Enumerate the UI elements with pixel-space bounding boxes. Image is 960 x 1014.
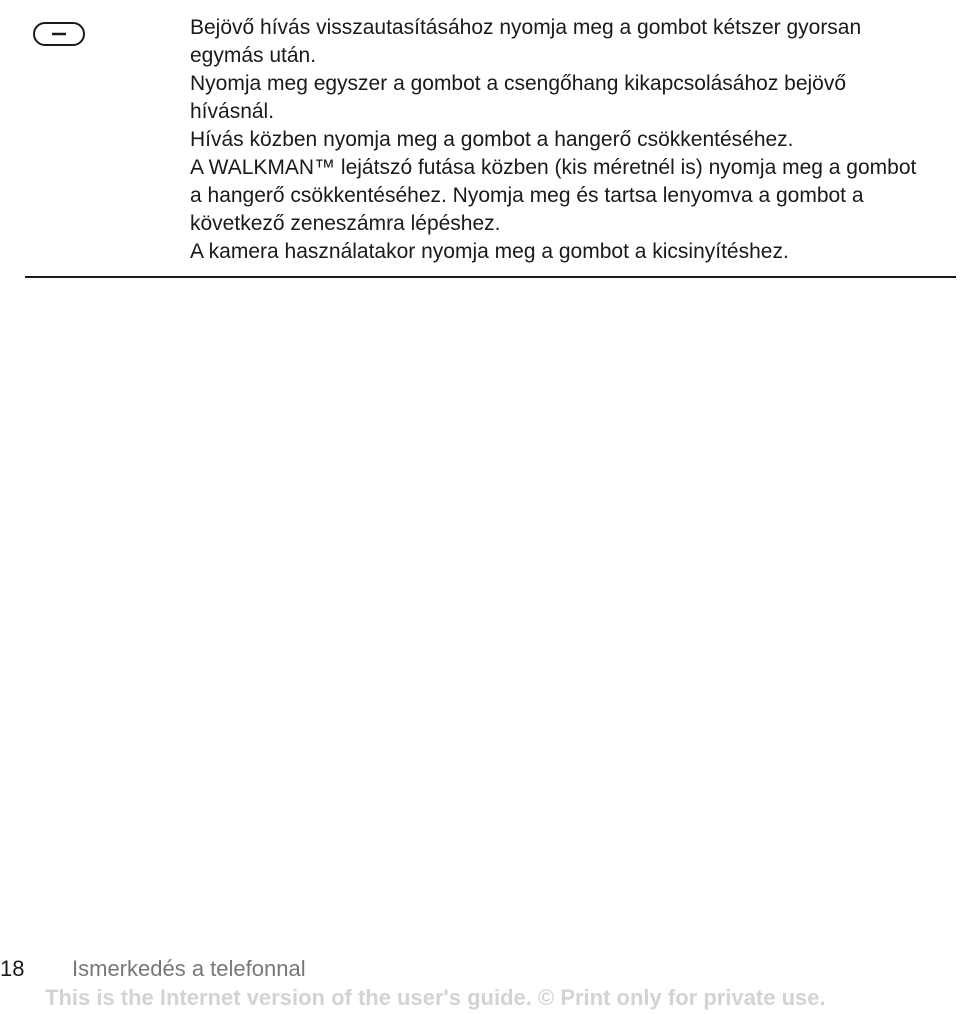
page-number: 18 xyxy=(0,956,25,981)
instruction-silence-ringtone: Nyomja meg egyszer a gombot a csengőhang kikapcsolásához bejövő hívásnál. xyxy=(190,72,847,123)
instruction-camera-zoom-out: A kamera használatakor nyomja meg a gombot a kicsinyítéshez. xyxy=(190,240,789,263)
instruction-reject-call: Bejövő hívás visszautasításához nyomja meg a gombot kétszer gyorsan egymás után. xyxy=(190,16,862,67)
footer-disclaimer: This is the Internet version of the user's guide. © Print only for private use. xyxy=(45,985,826,1010)
instruction-volume-during-call: Hívás közben nyomja meg a gombot a hangerő csökkentéséhez. xyxy=(190,128,794,151)
section-divider xyxy=(25,276,956,278)
section-title: Ismerkedés a telefonnal xyxy=(72,956,306,981)
instruction-text xyxy=(190,14,930,266)
instruction-walkman-volume: A WALKMAN™ lejátszó futása közben (kis méretnél is) nyomja meg a gombot a hangerő csökkentéséhez. Nyomja meg és tartsa lenyomva a gombot a következő zeneszámra lépéshez. xyxy=(190,156,917,235)
volume-down-key-icon xyxy=(33,22,85,46)
